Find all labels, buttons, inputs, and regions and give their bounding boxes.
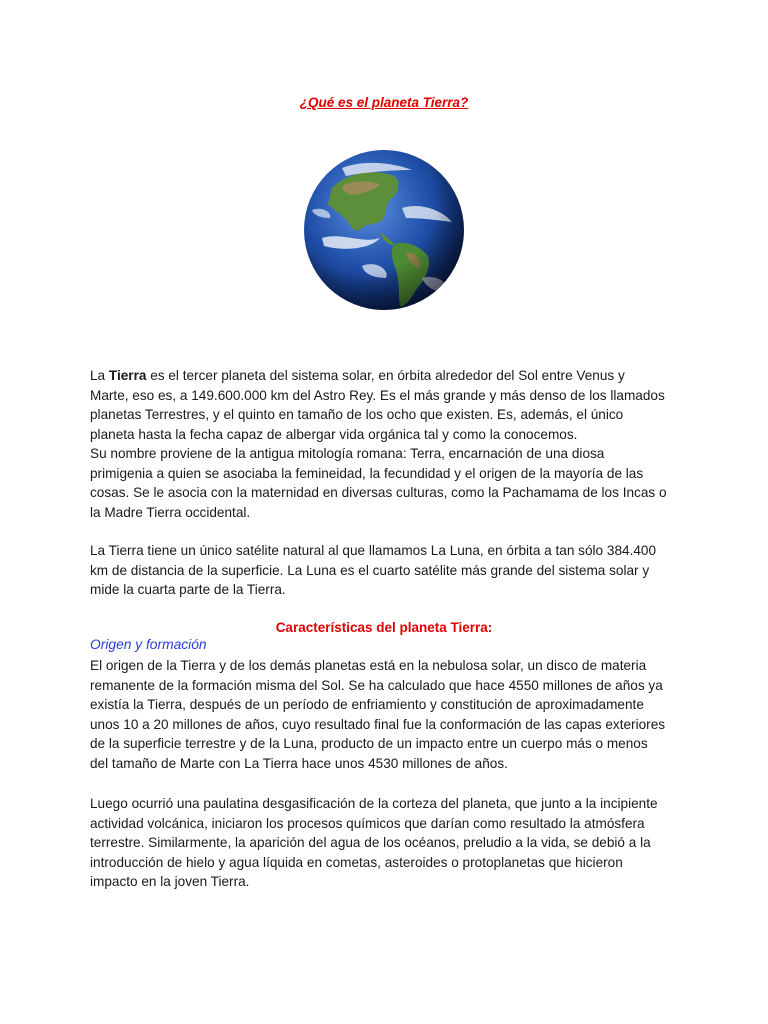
intro-line: la Madre Tierra occidental. xyxy=(90,504,251,520)
section-title: Características del planeta Tierra: xyxy=(275,620,493,635)
moon-line: km de distancia de la superficie. La Luna es el cuarto satélite más grande del sistema solar y xyxy=(90,562,650,578)
intro-bold-term: Tierra xyxy=(108,368,147,383)
outgassing-line: Luego ocurrió una paulatina desgasificación de la corteza del planeta, que junto a la incipiente xyxy=(90,796,658,811)
intro-line: planetas Terrestres, y el quinto en tamaño de los ocho que existen. Es, además, el único xyxy=(90,407,624,422)
origin-line: del tamaño de Marte con La Tierra hace unos 4530 millones de años. xyxy=(90,755,508,771)
moon-line: La Tierra tiene un único satélite natural al que llamamos La Luna, en órbita a tan sólo 384.400 xyxy=(90,543,657,558)
origin-line: de la superficie terrestre y de la Luna, producto de un impacto entre un cuerpo más o menos xyxy=(90,736,648,751)
outgassing-line: impacto en la joven Tierra. xyxy=(90,874,250,889)
intro-before: La xyxy=(90,368,109,383)
origin-line: remanente de la formación misma del Sol. Se ha calculado que hace 4550 millones de años ya xyxy=(90,677,663,693)
intro-line: primigenia a quien se asociaba la femineidad, la fecundidad y el origen de la mayoría de las xyxy=(90,465,644,481)
origin-line: El origen de la Tierra y de los demás planetas está en la nebulosa solar, un disco de materia xyxy=(90,658,647,673)
origin-paragraph xyxy=(90,656,690,773)
origin-line: existía la Tierra, después de un período de enfriamiento y constitución de aproximadamente xyxy=(90,697,644,712)
intro-line-1: es el tercer planeta del sistema solar, en órbita alrededor del Sol entre Venus y xyxy=(146,368,625,383)
outgassing-line: introducción de hielo y agua líquida en cometas, asteroides o protoplanetas que hicieron xyxy=(90,854,623,870)
moon-paragraph xyxy=(90,541,690,600)
intro-line: planeta hasta la fecha capaz de albergar vida orgánica tal y como la conocemos. xyxy=(90,426,578,442)
earth-globe-icon xyxy=(302,148,466,312)
outgassing-line: actividad volcánica, iniciaron los procesos químicos que darían como resultado la atmósfera xyxy=(90,815,645,831)
outgassing-paragraph xyxy=(90,794,690,892)
intro-line: Marte, eso es, a 149.600.000 km del Astro Rey. Es el más grande y más denso de los llamados xyxy=(90,387,665,403)
page-title: ¿Qué es el planeta Tierra? xyxy=(299,95,469,110)
moon-line: mide la cuarta parte de la Tierra. xyxy=(90,582,286,597)
intro-line: cosas. Se le asocia con la maternidad en diversas culturas, como la Pachamama de los Incas o xyxy=(90,485,667,500)
intro-line: Su nombre proviene de la antigua mitología romana: Terra, encarnación de una diosa xyxy=(90,446,605,461)
section-subtitle: Origen y formación xyxy=(90,637,207,652)
intro-paragraph xyxy=(90,366,690,522)
origin-line: unos 10 a 20 millones de años, cuyo resultado final fue la conformación de las capas exteriores xyxy=(90,716,666,732)
outgassing-line: terrestre. Similarmente, la aparición del agua de los océanos, preludio a la vida, se debió a la xyxy=(90,835,651,850)
